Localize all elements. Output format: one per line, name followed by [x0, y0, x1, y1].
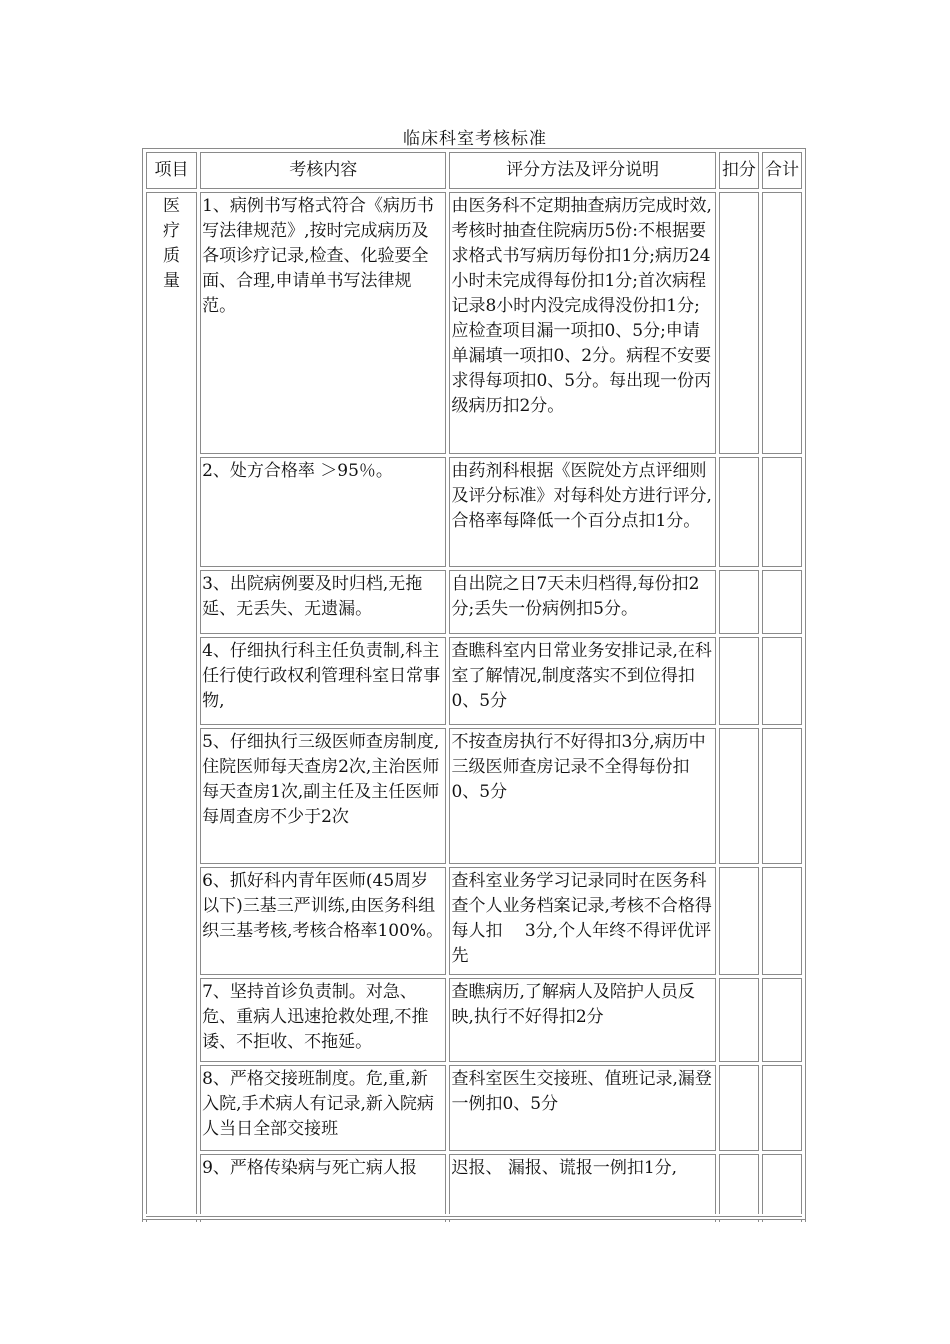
row-deduct	[719, 728, 759, 864]
row-content: 5、仔细执行三级医师查房制度,住院医师每天查房2次,主治医师每天查房1次,副主任及主任医师每周查房不少于2次	[200, 728, 446, 864]
row-method: 查科室医生交接班、值班记录,漏登一例扣0、5分	[449, 1065, 715, 1151]
row-deduct	[719, 457, 759, 567]
header-content: 考核内容	[200, 152, 446, 189]
table-row	[146, 192, 802, 454]
header-item: 项目	[146, 152, 197, 189]
row-deduct	[719, 1154, 759, 1222]
row-content: 9、严格传染病与死亡病人报	[200, 1154, 446, 1222]
row-total	[762, 1154, 802, 1222]
row-content: 6、抓好科内青年医师(45周岁以下)三基三严训练,由医务科组织三基考核,考核合格率100%。	[200, 867, 446, 975]
row-total	[762, 728, 802, 864]
row-method: 自出院之日7天未归档得,每份扣2分;丢失一份病例扣5分。	[449, 570, 715, 634]
row-total	[762, 978, 802, 1062]
row-deduct	[719, 1065, 759, 1151]
category-char: 质	[163, 246, 181, 266]
row-total	[762, 570, 802, 634]
row-method: 由药剂科根据《医院处方点评细则及评分标准》对每科处方进行评分,合格率每降低一个百分点扣1分。	[449, 457, 715, 567]
row-deduct	[719, 570, 759, 634]
header-row	[146, 152, 802, 189]
row-method: 查瞧科室内日常业务安排记录,在科室了解情况,制度落实不到位得扣0、5分	[449, 637, 715, 725]
table-row	[146, 1154, 802, 1222]
category-cell	[146, 192, 197, 1222]
row-method: 查瞧病历,了解病人及陪护人员反映,执行不好得扣2分	[449, 978, 715, 1062]
row-content: 1、病例书写格式符合《病历书写法律规范》,按时完成病历及各项诊疗记录,检查、化验要全面、合理,申请单书写法律规范。	[200, 192, 446, 454]
row-total	[762, 457, 802, 567]
row-total	[762, 867, 802, 975]
row-deduct	[719, 637, 759, 725]
row-content: 3、出院病例要及时归档,无拖延、无丢失、无遗漏。	[200, 570, 446, 634]
row-deduct	[719, 978, 759, 1062]
table-row	[146, 637, 802, 725]
table-row	[146, 457, 802, 567]
table-row	[146, 1065, 802, 1151]
row-method: 不按查房执行不好得扣3分,病历中三级医师查房记录不全得每份扣0、5分	[449, 728, 715, 864]
row-method: 查科室业务学习记录同时在医务科查个人业务档案记录,考核不合格得每人扣 3分,个人年终不得评优评先	[449, 867, 715, 975]
table-row	[146, 978, 802, 1062]
row-total	[762, 637, 802, 725]
row-content: 2、处方合格率 ＞95％。	[200, 457, 446, 567]
category-char: 疗	[163, 221, 181, 241]
row-content: 8、严格交接班制度。危,重,新入院,手术病人有记录,新入院病人当日全部交接班	[200, 1065, 446, 1151]
header-deduct: 扣分	[719, 152, 759, 189]
row-deduct	[719, 867, 759, 975]
assessment-table	[142, 148, 806, 1222]
category-char: 医	[163, 196, 181, 216]
document-title: 临床科室考核标准	[403, 129, 547, 149]
table-bottom-border	[142, 1214, 806, 1220]
row-total	[762, 192, 802, 454]
category-char: 量	[163, 271, 181, 291]
header-total: 合计	[762, 152, 802, 189]
row-content: 7、坚持首诊负责制。对急、危、重病人迅速抢救处理,不推诿、不拒收、不拖延。	[200, 978, 446, 1062]
table-row	[146, 570, 802, 634]
row-method: 由医务科不定期抽查病历完成时效,考核时抽查住院病历5份:不根据要求格式书写病历每份扣1分;病历24小时未完成得每份扣1分;首次病程记录8小时内没完成得没份扣1分;应检查项目漏一项扣0、5分;申请单漏填一项扣0、2分。病程不安要求得每项扣0、5分。每出现一份丙级病历扣2分。	[449, 192, 715, 454]
header-method: 评分方法及评分说明	[449, 152, 715, 189]
row-method: 迟报、 漏报、谎报一例扣1分,	[449, 1154, 715, 1222]
row-deduct	[719, 192, 759, 454]
row-content: 4、仔细执行科主任负责制,科主任行使行政权利管理科室日常事物,	[200, 637, 446, 725]
row-total	[762, 1065, 802, 1151]
table-row	[146, 728, 802, 864]
table-row	[146, 867, 802, 975]
